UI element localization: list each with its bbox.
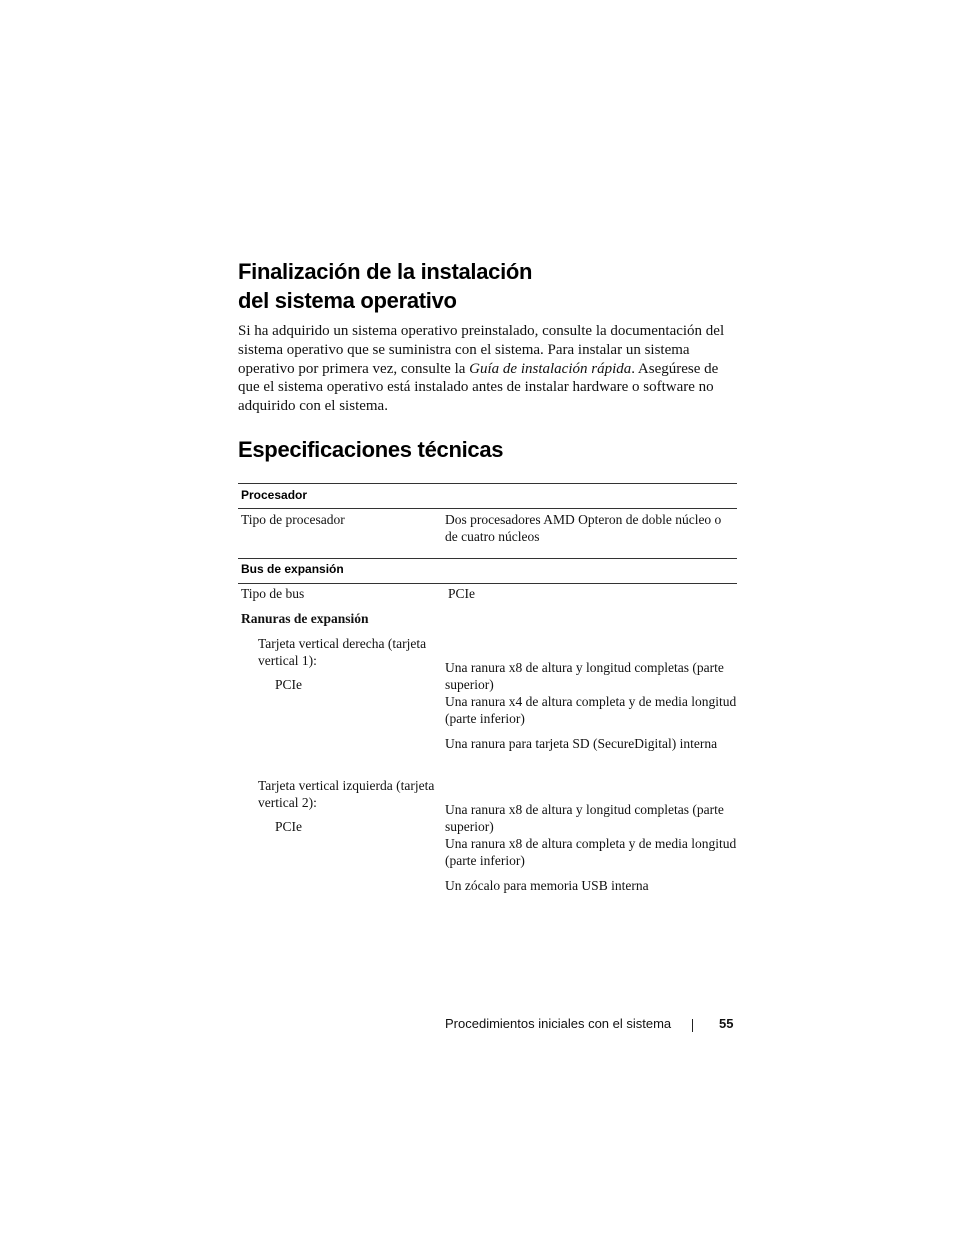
table-rule-bus: [238, 583, 737, 584]
processor-type-label: Tipo de procesador: [241, 512, 345, 527]
riser1-sd-slot: Una ranura para tarjeta SD (SecureDigital) interna: [445, 736, 718, 751]
riser1-slot-upper: Una ranura x8 de altura y longitud completas (parte superior): [445, 660, 724, 692]
intro-text-1: Si ha adquirido un sistema operativo preinstalado, consulte la documentación del sistema operativo que se suministra con el sistema. Para instalar un sistema operativo por primera vez, consulte la: [238, 323, 725, 377]
riser2-label: Tarjeta vertical izquierda (tarjeta vertical 2):: [258, 778, 435, 810]
heading-line-1: Finalización de la instalación: [238, 259, 533, 284]
bus-type-label: Tipo de bus: [241, 586, 305, 601]
table-rule-top: [238, 483, 737, 484]
page-number: 55: [719, 1016, 734, 1031]
intro-text-2: . Asegúrese de que el sistema operativo está instalado antes de instalar hardware o software no adquirido con el sistema.: [238, 360, 719, 415]
riser2-slot-lower: Una ranura x8 de altura completa y de media longitud (parte inferior): [445, 836, 737, 868]
riser2-pcie-label: PCIe: [275, 819, 302, 834]
table-section-bus: Bus de expansión: [241, 562, 344, 576]
section-heading-tech-specs: Especificaciones técnicas: [238, 437, 504, 462]
riser1-slot-lower: Una ranura x4 de altura completa y de media longitud (parte inferior): [445, 694, 737, 726]
riser1-label: Tarjeta vertical derecha (tarjeta vertical 1):: [258, 636, 427, 668]
expansion-slots-label: Ranuras de expansión: [241, 611, 369, 626]
riser2-slot-upper: Una ranura x8 de altura y longitud completas (parte superior): [445, 802, 724, 834]
quick-install-guide-title: Guía de instalación rápida: [469, 360, 632, 377]
bus-type-value: PCIe: [448, 586, 475, 601]
footer-title: Procedimientos iniciales con el sistema: [445, 1016, 672, 1031]
processor-type-value: Dos procesadores AMD Opteron de doble núcleo o de cuatro núcleos: [445, 512, 722, 544]
riser1-pcie-label: PCIe: [275, 677, 302, 692]
section-heading-os-installation: [238, 257, 532, 315]
riser2-usb-socket: Un zócalo para memoria USB interna: [445, 878, 649, 893]
footer-separator: [692, 1019, 693, 1032]
table-section-processor: Procesador: [241, 488, 308, 502]
heading-line-2: del sistema operativo: [238, 288, 457, 313]
table-rule-processor: [238, 508, 737, 509]
table-rule-bus-top: [238, 558, 737, 559]
intro-paragraph: [238, 322, 738, 416]
